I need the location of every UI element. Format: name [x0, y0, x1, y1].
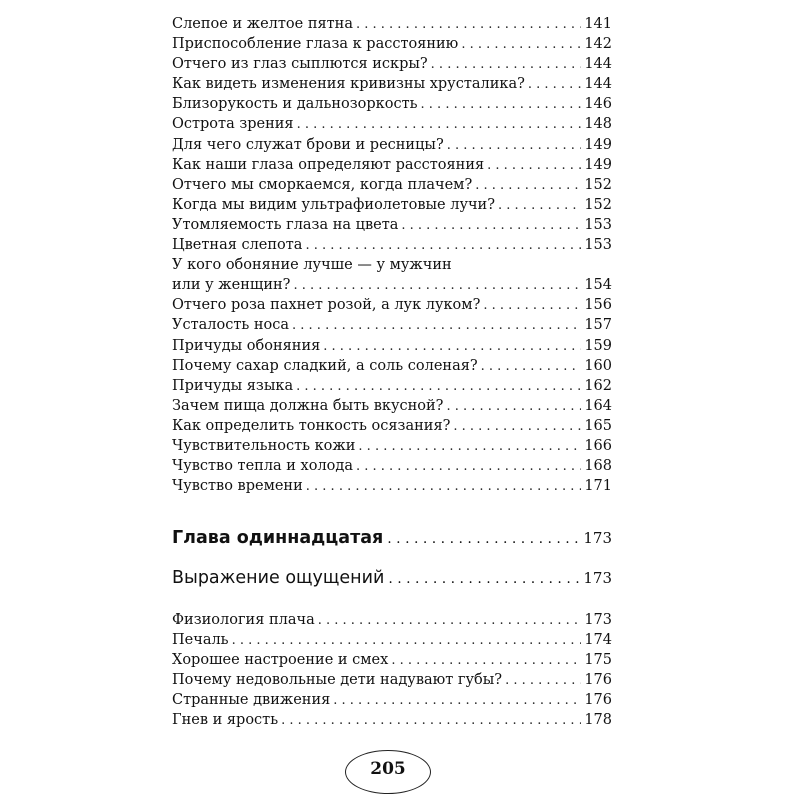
toc-entry	[172, 315, 612, 335]
toc-entry-leader	[401, 216, 581, 236]
toc-entry-page: 142	[584, 36, 612, 53]
toc-entry-leader	[333, 691, 581, 711]
toc-entry-page: 168	[584, 458, 612, 475]
toc-entry-title: Усталость носа	[172, 317, 290, 334]
toc-entry	[172, 155, 612, 175]
toc-entry-page: 153	[584, 237, 612, 254]
toc-entry-page: 141	[584, 16, 612, 32]
toc-entry-title: Отчего роза пахнет розой, а лук луком?	[172, 297, 481, 314]
toc-entry-title: Гнев и ярость	[172, 712, 279, 729]
toc-entry-leader	[281, 711, 581, 731]
toc-entry-leader	[453, 417, 581, 437]
toc-entry-page: 144	[584, 76, 612, 93]
toc-entry-page: 154	[584, 277, 612, 294]
toc-section-2	[172, 610, 612, 731]
toc-entry-page: 176	[584, 672, 612, 689]
toc-entry	[172, 356, 612, 376]
toc-entry-title: Острота зрения	[172, 116, 294, 133]
toc-entry	[172, 670, 612, 690]
toc-entry-page: 152	[584, 176, 612, 193]
toc-entry-page: 171	[584, 478, 612, 495]
toc-entry-title: Слепое и желтое пятна	[172, 16, 353, 32]
toc-entry-leader	[323, 337, 581, 357]
toc-entry-page: 175	[584, 652, 612, 669]
toc-entry	[172, 195, 612, 215]
chapter-heading-page: 173	[583, 529, 612, 547]
toc-entry-leader	[446, 397, 581, 417]
toc-entry-leader	[293, 276, 581, 296]
toc-entry-title: Отчего мы сморкаемся, когда плачем?	[172, 176, 473, 193]
toc-entry-page: 165	[584, 417, 612, 434]
page-number	[345, 750, 431, 794]
toc-entry-title: Хорошее настроение и смех	[172, 652, 389, 669]
toc-entry-leader	[391, 651, 581, 671]
chapter-name-title: Выражение ощущений	[172, 568, 385, 588]
toc-entry	[172, 690, 612, 710]
toc-entry-title: Печаль	[172, 632, 229, 649]
toc-entry-title: Причуды обоняния	[172, 337, 321, 354]
toc-entry-title: Странные движения	[172, 692, 331, 709]
toc-entry-page: 176	[584, 692, 612, 709]
toc-entry-leader	[461, 35, 581, 55]
toc-entry-page: 153	[584, 216, 612, 233]
toc-entry	[172, 175, 612, 195]
toc-entry-page: 149	[584, 156, 612, 173]
toc-entry-title: или у женщин?	[172, 277, 291, 294]
toc-entry-title: Как определить тонкость осязания?	[172, 417, 451, 434]
toc-entry-title: Отчего из глаз сыплются искры?	[172, 56, 428, 73]
toc-entry-title: Для чего служат брови и ресницы?	[172, 136, 444, 153]
toc-entry	[172, 235, 612, 255]
toc-entry	[172, 610, 612, 630]
toc-entry	[172, 630, 612, 650]
toc-entry-title: Как видеть изменения кривизны хрусталика?	[172, 76, 525, 93]
page-number-text: 205	[370, 759, 406, 779]
chapter-heading-title: Глава одиннадцатая	[172, 528, 384, 548]
toc-entry	[172, 295, 612, 315]
toc-entry-leader	[487, 156, 581, 176]
toc-entry-title: Когда мы видим ультрафиолетовые лучи?	[172, 196, 496, 213]
toc-entry-leader	[306, 477, 582, 497]
toc-entry	[172, 376, 612, 396]
toc-entry-leader	[292, 316, 581, 336]
toc-entry-title: Чувство времени	[172, 478, 303, 495]
toc-entry-page: 166	[584, 437, 612, 454]
toc-entry-leader	[358, 437, 581, 457]
toc-entry	[172, 215, 612, 235]
toc-entry-page: 156	[584, 297, 612, 314]
toc-entry	[172, 114, 612, 134]
toc-entry-line	[172, 255, 612, 275]
toc-entry-page: 162	[584, 377, 612, 394]
toc-entry-leader	[505, 671, 581, 691]
toc-entry-page: 173	[584, 612, 612, 628]
toc-entry-title: Физиология плача	[172, 612, 315, 628]
toc-entry-title: Цветная слепота	[172, 237, 303, 254]
toc-entry	[172, 710, 612, 730]
toc-entry-title: Чувство тепла и холода	[172, 458, 353, 475]
toc-entry	[172, 456, 612, 476]
toc-entry-title: Чувствительность кожи	[172, 437, 356, 454]
toc-entry-title: Зачем пища должна быть вкусной?	[172, 397, 444, 414]
chapter-name-leader	[388, 571, 579, 587]
toc-entry	[172, 94, 612, 114]
toc-entry-leader	[528, 75, 581, 95]
toc-entry-leader	[498, 196, 581, 216]
chapter-name	[172, 568, 612, 588]
toc-entry	[172, 74, 612, 94]
toc-entry-leader	[318, 611, 582, 631]
toc-entry-page: 149	[584, 136, 612, 153]
toc-entry	[172, 34, 612, 54]
chapter-heading	[172, 528, 612, 548]
toc-entry-title: Близорукость и дальнозоркость	[172, 96, 418, 113]
toc-entry-title: Почему недовольные дети надувают губы?	[172, 672, 503, 689]
toc-entry-page: 148	[584, 116, 612, 133]
toc-entry-page: 146	[584, 96, 612, 113]
toc-entry-leader	[483, 296, 581, 316]
toc-entry-page: 174	[584, 632, 612, 649]
toc-entry	[172, 476, 612, 496]
toc-entry	[172, 336, 612, 356]
toc-entry-title: Причуды языка	[172, 377, 294, 394]
toc-entry-leader	[447, 136, 582, 156]
toc-entry-page: 157	[584, 317, 612, 334]
toc-entry-leader	[481, 357, 582, 377]
toc-entry-title: Утомляемость глаза на цвета	[172, 216, 399, 233]
toc-entry-page: 152	[584, 196, 612, 213]
toc-entry	[172, 650, 612, 670]
toc-entry-page: 160	[584, 357, 612, 374]
toc-entry	[172, 14, 612, 34]
toc-section-1	[172, 14, 612, 496]
toc-entry-leader	[421, 95, 582, 115]
toc-entry	[172, 416, 612, 436]
toc-entry-page: 159	[584, 337, 612, 354]
toc-entry-leader	[296, 377, 581, 397]
toc-entry-leader	[431, 55, 582, 75]
toc-entry	[172, 396, 612, 416]
toc-entry-page: 164	[584, 397, 612, 414]
toc-entry-leader	[356, 457, 581, 477]
toc-entry	[172, 135, 612, 155]
chapter-name-page: 173	[583, 569, 612, 587]
toc-entry-title: Почему сахар сладкий, а соль соленая?	[172, 357, 478, 374]
toc-entry	[172, 54, 612, 74]
toc-entry-page: 178	[584, 712, 612, 729]
toc-entry-title: Приспособление глаза к расстоянию	[172, 36, 459, 53]
toc-entry-leader	[475, 176, 581, 196]
toc-entry-leader	[305, 236, 581, 256]
toc-entry-leader	[297, 115, 582, 135]
toc-entry-page: 144	[584, 56, 612, 73]
toc-entry-leader	[356, 15, 581, 35]
toc-entry	[172, 275, 612, 295]
toc-entry	[172, 436, 612, 456]
toc-entry-leader	[232, 631, 582, 651]
toc-entry-title: У кого обоняние лучше — у мужчин	[172, 257, 452, 274]
chapter-heading-leader	[387, 531, 579, 547]
toc-entry-title: Как наши глаза определяют расстояния	[172, 156, 485, 173]
